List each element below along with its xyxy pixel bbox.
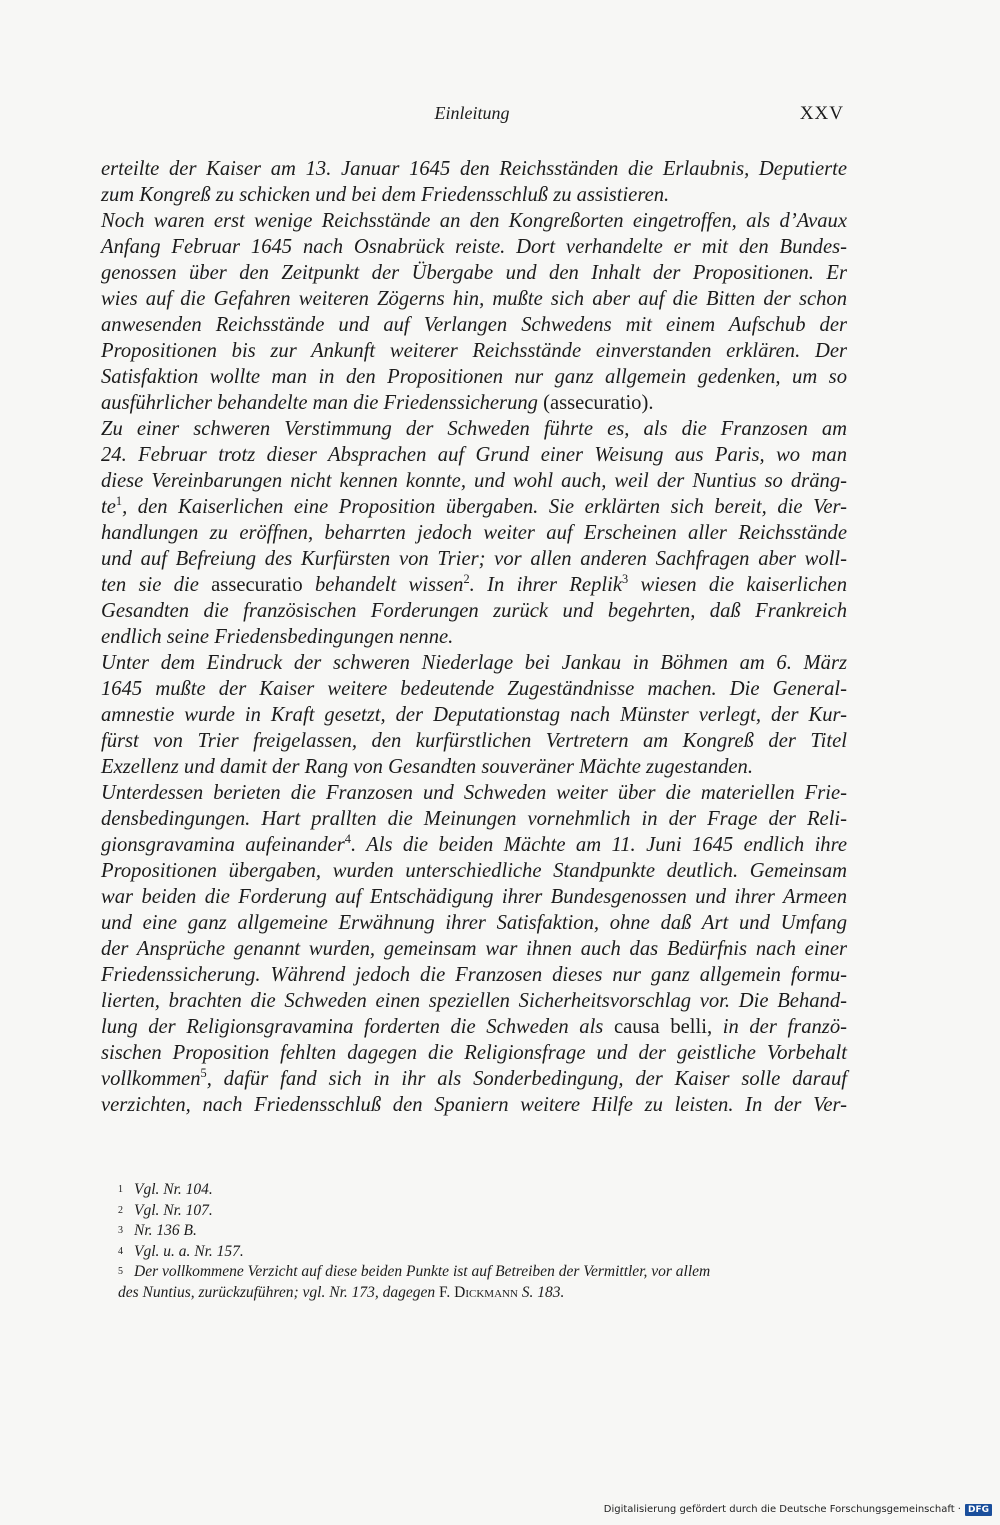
footnote: 5 Der vollkommene Verzicht auf diese beiden Punkte ist auf Betreiben der Vermittler, vor allem: [118, 1263, 711, 1280]
text-line: sischen Proposition fehlten dagegen die Religionsfrage und der geistliche Vorbehalt: [101, 1042, 847, 1064]
text-line: und eine ganz allgemeine Erwähnung ihrer Satisfaktion, ohne daß Art und Umfang: [101, 912, 847, 934]
text-line: und auf Befreiung des Kurfürsten von Trier; vor allen anderen Sachfragen aber woll-: [101, 548, 847, 570]
footnote-ref: 2: [463, 572, 470, 587]
footnote-ref: 3: [621, 572, 629, 587]
text-line: Propositionen bis zur Ankunft weiterer Reichsstände einverstanden erklären. Der: [101, 340, 847, 362]
text-line: der Ansprüche genannt wurden, gemeinsam war ihnen auch das Bedürfnis nach einer: [101, 938, 847, 960]
text-line: densbedingungen. Hart prallten die Meinungen vornehmlich in der Frage der Reli-: [101, 808, 847, 830]
digitization-footer: [604, 1503, 992, 1517]
body-text: [101, 156, 847, 1118]
text-line: Friedenssicherung. Während jedoch die Franzosen dieses nur ganz allgemein formu-: [101, 964, 847, 986]
footnotes: [118, 1180, 855, 1303]
page-number: XXV: [799, 103, 844, 124]
text-line: Exzellenz und damit der Rang von Gesandten souveräner Mächte zugestanden.: [101, 756, 754, 778]
text-line: wies auf die Gefahren weiteren Zögerns hin, mußte sich aber auf die Bitten der schon: [101, 288, 847, 310]
text-line: fürst von Trier freigelassen, den kurfürstlichen Vertretern am Kongreß der Titel: [101, 730, 847, 752]
text-line: genossen über den Zeitpunkt der Übergabe und den Inhalt der Propositionen. Er: [101, 262, 847, 284]
footnote: 3 Nr. 136 B.: [118, 1222, 197, 1239]
footnote-ref: 4: [344, 832, 351, 847]
footnote: 2 Vgl. Nr. 107.: [118, 1201, 213, 1219]
text-line: amnestie wurde in Kraft gesetzt, der Deputationstag nach Münster verlegt, der Kur-: [101, 704, 847, 726]
text-line: verzichten, nach Friedensschluß den Spaniern weitere Hilfe zu leisten. In der Ver-: [101, 1094, 847, 1116]
text-line: diese Vereinbarungen nicht kennen konnte, und wohl auch, weil der Nuntius so dräng-: [101, 470, 847, 492]
footnote: 1 Vgl. Nr. 104.: [118, 1181, 213, 1198]
text-line: gionsgravamina aufeinander$^4$. Als die beiden Mächte am 11. Juni 1645 endlich ihre: [101, 832, 847, 856]
text-line: Propositionen übergaben, wurden unterschiedliche Standpunkte deutlich. Gemeinsam: [101, 860, 847, 882]
text-line: Satisfaktion wollte man in den Propositionen nur ganz allgemein gedenken, um so: [101, 366, 847, 388]
running-title: Einleitung: [434, 103, 510, 123]
text-line: handlungen zu eröffnen, beharrten jedoch weiter auf Erscheinen aller Reichsstände: [101, 522, 847, 544]
text-line: vollkommen$^5$, dafür fand sich in ihr als Sonderbedingung, der Kaiser solle darauf: [101, 1066, 847, 1090]
footnote: 4 Vgl. u. a. Nr. 157.: [118, 1242, 244, 1260]
text-line: Noch waren erst wenige Reichsstände an den Kongreßorten eingetroffen, als d’Avaux: [101, 210, 847, 232]
text-line: $te^1$, den Kaiserlichen eine Proposition übergaben. Sie erklärten sich bereit, die Ver-: [101, 494, 847, 518]
text-line: anwesenden Reichsstände und auf Verlangen Schwedens mit einem Aufschub der: [101, 314, 847, 336]
text-line: ausführlicher behandelte man die Friedenssicherung (assecuratio).: [101, 392, 654, 414]
text-line: zum Kongreß zu schicken und bei dem Friedensschluß zu assistieren.: [101, 184, 670, 206]
text-line: Zu einer schweren Verstimmung der Schweden führte es, als die Franzosen am: [101, 418, 847, 440]
footnote-continuation: des Nuntius, zurückzuführen; vgl. Nr. 173, dagegen F. Dickmann S. 183.: [118, 1283, 565, 1301]
page-header: [100, 103, 844, 131]
author-name: F. Dickmann: [439, 1283, 518, 1301]
text-line: endlich seine Friedensbedingungen nenne.: [101, 626, 454, 648]
text-line: ten sie die assecuratio behandelt wissen$^2$. In ihrer Replik$^3$ wiesen die kaiserlichen: [101, 572, 847, 596]
text-line: lierten, brachten die Schweden einen speziellen Sicherheitsvorschlag vor. Die Behand-: [101, 990, 847, 1012]
footnote-ref: 5: [200, 1066, 207, 1081]
text-line: Unter dem Eindruck der schweren Niederlage bei Jankau in Böhmen am 6. März: [101, 652, 847, 674]
text-line: war beiden die Forderung auf Entschädigung ihrer Bundesgenossen und ihrer Armeen: [101, 886, 847, 908]
text-line: 24. Februar trotz dieser Absprachen auf Grund einer Weisung aus Paris, wo man: [101, 444, 847, 466]
footer-text: Digitalisierung gefördert durch die Deutsche Forschungsgemeinschaft ·: [603, 1504, 961, 1515]
dfg-logo: DFG: [965, 1504, 992, 1516]
text-line: Unterdessen berieten die Franzosen und Schweden weiter über die materiellen Frie-: [101, 782, 847, 804]
text-line: 1645 mußte der Kaiser weitere bedeutende Zugeständnisse machen. Die General-: [101, 678, 847, 700]
text-line: Gesandten die französischen Forderungen zurück und begehrten, daß Frankreich: [101, 600, 847, 622]
text-line: lung der Religionsgravamina forderten die Schweden als causa belli, in der franzö-: [101, 1016, 847, 1038]
text-line: Anfang Februar 1645 nach Osnabrück reiste. Dort verhandelte er mit den Bundes-: [101, 236, 847, 258]
footnote-ref: 1: [115, 494, 123, 509]
text-line: erteilte der Kaiser am 13. Januar 1645 den Reichsständen die Erlaubnis, Deputierte: [101, 158, 847, 180]
